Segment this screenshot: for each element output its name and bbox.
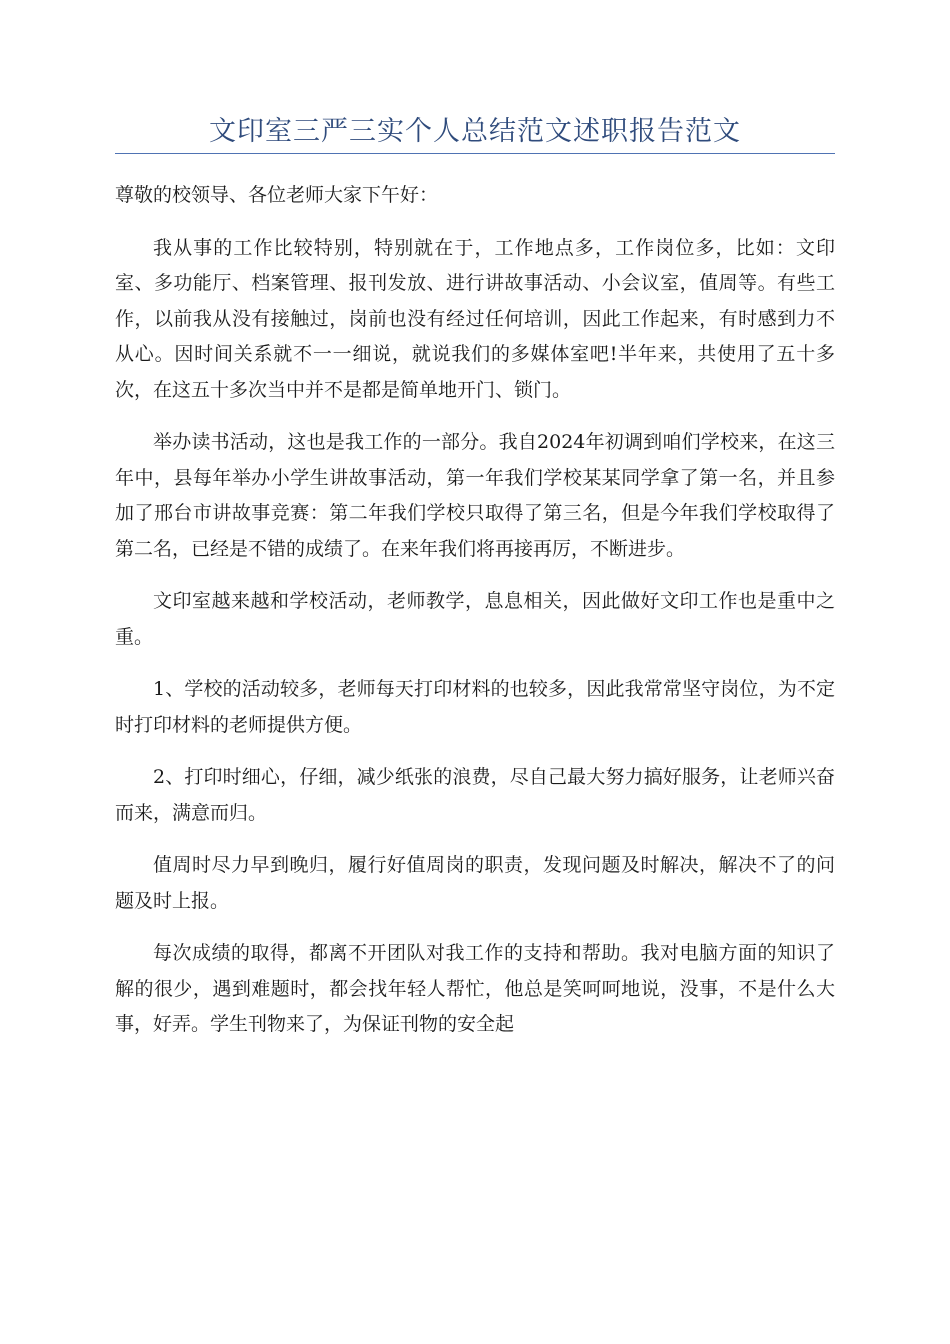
document-body [115,178,835,1060]
paragraph-point-2: 2、打印时细心，仔细，减少纸张的浪费，尽自己最大努力搞好服务，让老师兴奋而来，满意而归。 [115,766,835,824]
paragraph-work-overview: 我从事的工作比较特别，特别就在于，工作地点多，工作岗位多，比如：文印室、多功能厅、档案管理、报刊发放、进行讲故事活动、小会议室，值周等。有些工作，以前我从没有接触过，岗前也没有经过任何培训，因此工作起来，有时感到力不从心。因时间关系就不一一细说，就说我们的多媒体室吧!半年来，共使用了五十多次，在这五十多次当中并不是都是简单地开门、锁门。 [115,236,835,401]
document-title: 文印室三严三实个人总结范文述职报告范文 [209,116,741,147]
paragraph-duty-week: 值周时尽力早到晚归，履行好值周岗的职责，发现问题及时解决，解决不了的问题及时上报。 [115,854,835,912]
paragraph-point-1: 1、学校的活动较多，老师每天打印材料的也较多，因此我常常坚守岗位，为不定时打印材料的老师提供方便。 [115,678,835,736]
paragraph-team-support: 每次成绩的取得，都离不开团队对我工作的支持和帮助。我对电脑方面的知识了解的很少，遇到难题时，都会找年轻人帮忙，他总是笑呵呵地说，没事，不是什么大事，好弄。学生刊物来了，为保证刊物的安全起 [115,942,835,1035]
paragraph-reading-activity: 举办读书活动，这也是我工作的一部分。我自2024年初调到咱们学校来，在这三年中，县每年举办小学生讲故事活动，第一年我们学校某某同学拿了第一名，并且参加了邢台市讲故事竞赛：第二年我们学校只取得了第三名，但是今年我们学校取得了第二名，已经是不错的成绩了。在来年我们将再接再厉，不断进步。 [115,431,835,560]
title-underline [115,153,835,154]
greeting: 尊敬的校领导、各位老师大家下午好： [115,184,439,206]
paragraph-print-room: 文印室越来越和学校活动，老师教学，息息相关，因此做好文印工作也是重中之重。 [115,590,835,648]
